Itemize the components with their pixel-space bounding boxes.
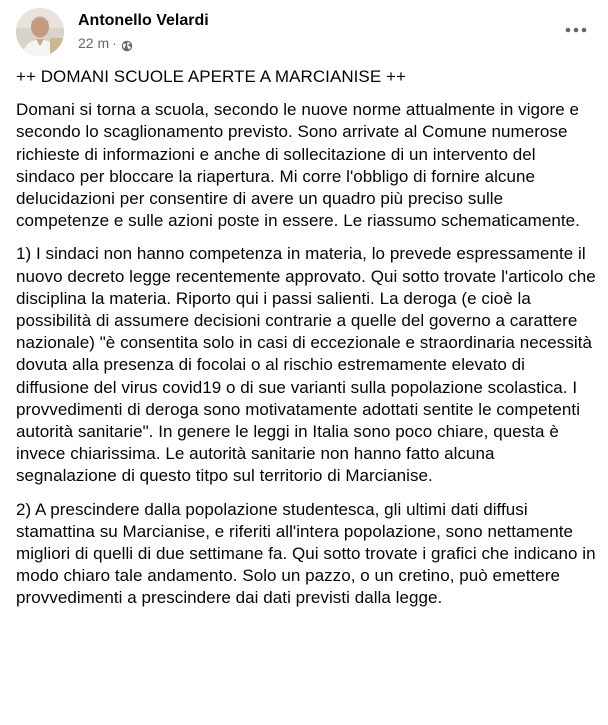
avatar-photo (16, 8, 64, 56)
post-time[interactable]: 22 m (78, 35, 110, 51)
author-name[interactable]: Antonello Velardi (78, 12, 209, 29)
post-title: ++ DOMANI SCUOLE APERTE A MARCIANISE ++ (16, 67, 406, 86)
more-horizontal-icon (565, 27, 587, 33)
more-options-button[interactable] (558, 18, 594, 42)
post-meta (78, 11, 209, 53)
separator-dot: · (112, 35, 117, 51)
globe-icon[interactable] (121, 37, 133, 49)
post-header (16, 8, 209, 56)
post-body (16, 66, 598, 621)
post-paragraph-intro: Domani si torna a scuola, secondo le nuove norme attualmente in vigore e secondo lo scaglionamento previsto. Sono arrivate al Comune numerose richieste di informazioni e anche di sollecitazione di un intervento del sindaco per bloccare la riapertura. Mi corre l'obbligo di fornire alcune delucidazioni per consentire di avere un quadro più preciso sulle competenze e sulle azioni poste in essere. Le riassumo schematicamente. (16, 100, 580, 231)
post-paragraph-2: 2) A prescindere dalla popolazione studentesca, gli ultimi dati diffusi stamattina su Marcianise, e riferiti all'intera popolazione, sono nettamente migliori di quelli di due settimane fa. Qui sotto trovate i grafici che indicano in modo chiaro tale andamento. Solo un pazzo, o un cretino, può emettere provvedimenti a prescindere dai dati previsti dalla legge. (16, 499, 596, 608)
avatar[interactable] (16, 8, 64, 56)
post-paragraph-1: 1) I sindaci non hanno competenza in materia, lo prevede espressamente il nuovo decreto legge recentemente approvato. Qui sotto trovate l'articolo che disciplina la materia. Riporto qui i passi salienti. La deroga (e cioè la possibilità di assumere decisioni contrarie a quelle del governo a carattere nazionale) "è consentita solo in casi di eccezionale e straordinaria necessità dovuta alla presenza di focolai o al rischio estremamente elevato di diffusione del virus covid19 o di sue varianti sulla popolazione scolastica. I provvedimenti di deroga sono motivatamente adottati sentite le competenti autorità sanitarie". In genere le leggi in Italia sono poco chiare, questa è invece chiarissima. Le autorità sanitarie non hanno fatto alcuna segnalazione di questo titpo sul territorio di Marcianise. (16, 244, 596, 486)
post-timestamp-row (78, 33, 209, 53)
